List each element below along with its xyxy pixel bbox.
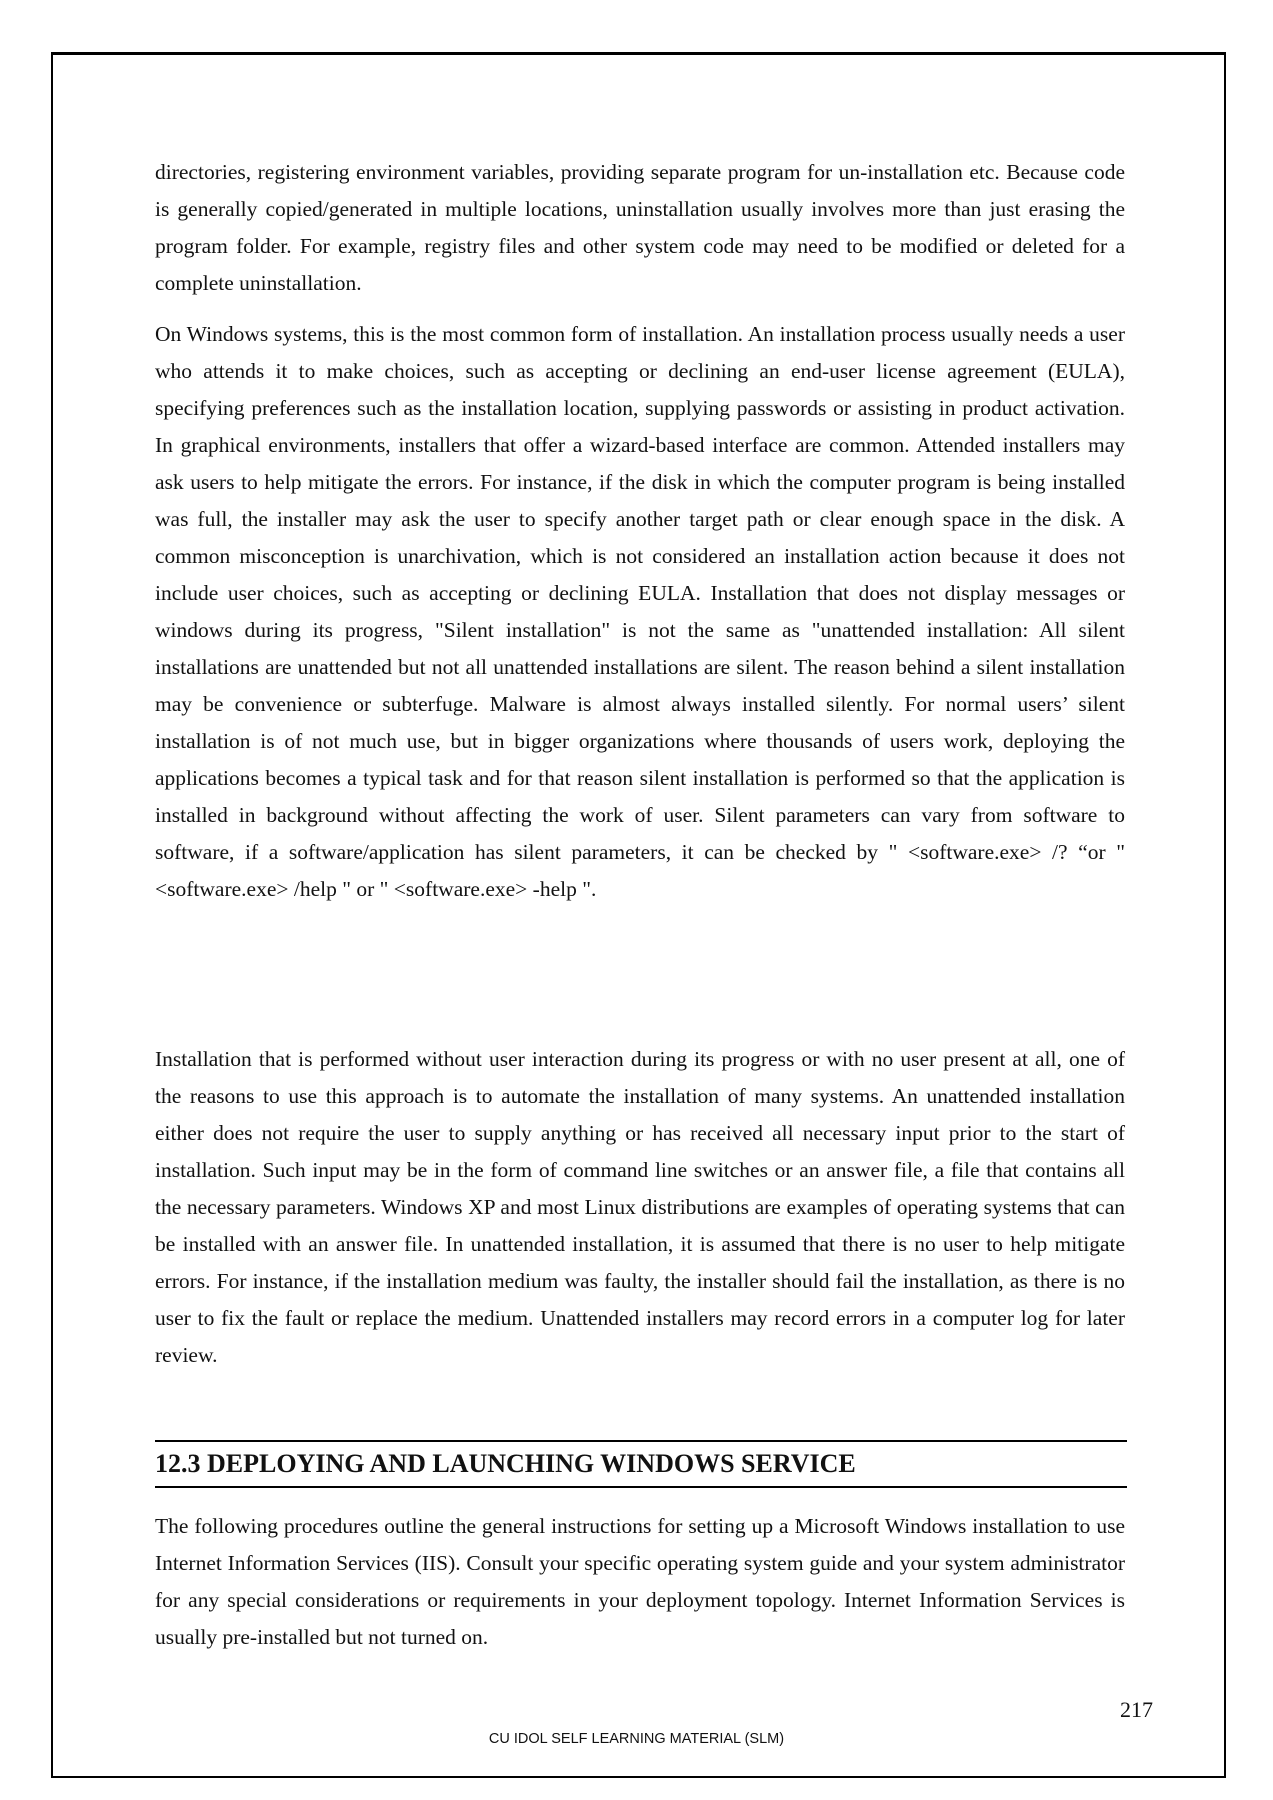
paragraph-3: Installation that is performed without user interaction during its progress or with no user present at all, one of the reasons to use this approach is to automate the installation of many systems. An unattended installation either does not require the user to supply anything or has received all necessary input prior to the start of installation. Such input may be in the form of command line switches or an answer file, a file that contains all the necessary parameters. Windows XP and most Linux distributions are examples of operating systems that can be installed with an answer file. In unattended installation, it is assumed that there is no user to help mitigate errors. For instance, if the installation medium was faulty, the installer should fail the installation, as there is no user to fix the fault or replace the medium. Unattended installers may record errors in a computer log for later review. (155, 1047, 1125, 1367)
paragraph-2: On Windows systems, this is the most common form of installation. An installation process usually needs a user who attends it to make choices, such as accepting or declining an end-user license agreement (EULA), specifying preferences such as the installation location, supplying passwords or assisting in product activation. In graphical environments, installers that offer a wizard-based interface are common. Attended installers may ask users to help mitigate the errors. For instance, if the disk in which the computer program is being installed was full, the installer may ask the user to specify another target path or clear enough space in the disk. A common misconception is unarchivation, which is not considered an installation action because it does not include user choices, such as accepting or declining EULA. Installation that does not display messages or windows during its progress, "Silent installation" is not the same as "unattended installation: All silent installations are unattended but not all unattended installations are silent. The reason behind a silent installation may be convenience or subterfuge. Malware is almost always installed silently. For normal users’ silent installation is of not much use, but in bigger organizations where thousands of users work, deploying the applications becomes a typical task and for that reason silent installation is performed so that the application is installed in background without affecting the work of user. Silent parameters can vary from software to software, if a software/application has silent parameters, it can be checked by " <software.exe> /? “or " <software.exe> /help " or " <software.exe> -help ". (155, 322, 1125, 901)
footer: CU IDOL SELF LEARNING MATERIAL (SLM) (488, 1731, 785, 1747)
paragraph-1: directories, registering environment variables, providing separate program for un-installation etc. Because code is generally copied/generated in multiple locations, uninstallation usually involves more than just erasing the program folder. For example, registry files and other system code may need to be modified or deleted for a complete uninstallation. (155, 160, 1125, 295)
section-heading: 12.3 DEPLOYING AND LAUNCHING WINDOWS SERVICE (155, 1440, 1127, 1488)
paragraph-4: The following procedures outline the general instructions for setting up a Microsoft Windows installation to use Internet Information Services (IIS). Consult your specific operating system guide and your system administrator for any special considerations or requirements in your deployment topology. Internet Information Services is usually pre-installed but not turned on. (155, 1514, 1125, 1649)
page-number: 217 (1120, 1697, 1153, 1722)
